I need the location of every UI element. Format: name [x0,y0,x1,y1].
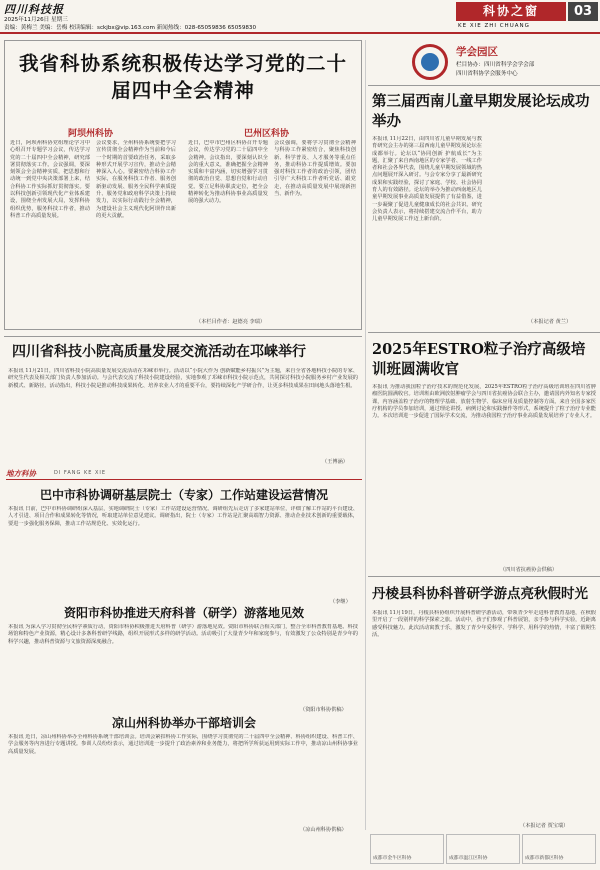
lead-col-1: 近日，阿坝州科协党组理论学习中心组召开专题学习会议，传达学习党的二十届四中全会精神，研究部署贯彻落实工作。会议强调，要深刻领会全会精神实质，把思想和行动统一到党中央决策部署上来，结合科协工作实际抓好贯彻落实。要以科技创新引领现代化产业体系建设，围绕全州发展大局，发挥科协组织优势，服务科技工作者，推动科普工作高质量发展。 [10,140,90,219]
lead-title: 我省科协系统积极传达学习党的二十届四中全会精神 [18,52,347,102]
story-r2-note: （四川省抗癌协会供稿） [500,567,558,573]
byline-right: 巴州区科协 [244,129,290,139]
story-r3-title: 丹棱县科协科普研学游点亮秋假时光 [372,586,588,602]
editor-line: 责编：黄梅兰 美编：岳梅 校读编辑：sckjbx@vip.163.com 新闻热线：028-65059836 65059830 [4,25,257,31]
local-section-pinyin: DI FANG KE XIE [54,470,107,476]
bottom-strip-2 [446,834,520,864]
bottom-strip-1-text: 成都市金牛区科协 [373,856,412,861]
bottom-strip-1 [370,834,444,864]
masthead [0,0,600,34]
story-mid-note: （王博涵） [322,459,348,465]
story-c2-title: 资阳市科协推进天府科普（研学）游落地见效 [63,606,304,620]
column-divider [365,40,366,830]
promo-banner [368,40,600,86]
byline-left: 阿坝州科协 [68,129,114,139]
divider-3 [368,576,600,577]
story-c3-note: （凉山州科协供稿） [300,827,347,833]
lead-col-4: 会议强调，要将学习贯彻全会精神与科协工作紧密结合，聚焦科技创新、科学普及、人才服务等重点任务，推动科协工作提质增效。要加强对科技工作者的政治引领，团结引导广大科技工作者听党话、跟党走，在推动高质量发展中展现新担当、新作为。 [274,140,356,198]
section-pinyin: KE XIE ZHI CHUANG [458,23,530,29]
divider-1 [4,336,362,337]
local-section-bar [6,468,362,480]
bottom-strip-3-text: 成都市新都区科协 [525,856,564,861]
story-c3-body: 本报讯 近日，凉山州科协举办全州科协系统干部培训会。培训会紧扣科协工作实际，围绕学习贯彻党的二十届四中全会精神、科协组织建设、科普工作、学会服务等内容进行专题讲授。参训人员纷纷表示，通过培训进一步提升了政治素养和业务能力，将把所学所获运用到实际工作中，推动凉山州科协事业高质量发展。 [8,734,358,755]
story-r1-note: （本报记者 黄兰） [528,319,572,325]
promo-title: 学会园区 [456,46,498,58]
issue-line: 2025年11月26日 星期三 [4,17,68,23]
society-logo-icon [412,44,448,80]
bottom-strip-2-text: 成都市温江区科协 [449,856,488,861]
story-r3-body: 本报讯 11月19日，丹棱县科协组织开展科普研学游活动，带领青少年走进科普教育基地，在秋假里开启了一段别样的科学探索之旅。活动中，孩子们参观了科普展馆，亲手参与科学实验，近距离感受科技魅力。此次活动寓教于乐，激发了青少年爱科学、学科学、用科学的热情，丰富了假期生活。 [372,610,596,638]
story-c1-note: （李继） [330,599,351,605]
paper-name: 四川科技报 [4,3,64,16]
story-r1-body: 本报讯 11月22日，由四川省儿童早期发展与教育研究会主办的第三届西南儿童早期发展论坛在成都举行。论坛以“协同创新 护航成长”为主题，汇聚了来自西南地区的专家学者、一线工作者和社会各界代表，围绕儿童早期发展领域的热点问题展开深入研讨。与会专家分享了最新研究成果和实践经验，探讨了家庭、学校、社会协同育人的有效路径。论坛的举办为推动西南地区儿童早期发展事业高质量发展提供了有益借鉴，进一步凝聚了促进儿童健康成长的社会共识。研究会负责人表示，将持续搭建交流合作平台，助力儿童早期发展工作迈上新台阶。 [372,136,482,223]
story-c3-title: 凉山州科协举办干部培训会 [111,716,256,730]
page-number: 03 [568,2,598,21]
story-mid-body: 本报讯 11月21日，四川省科技小院高质量发展交流活动在邛崃市举行。活动以“小院大作为 创新赋能乡村振兴”为主题，来自全省各地科技小院的专家、研究生代表及相关部门负责人参加活动。与会代表交流了科技小院建设经验，实地参观了邛崃市科技小院示范点，共同探讨科技小院服务乡村产业发展的新模式、新路径。活动指出，科技小院是推动科技成果转化、培养农业人才的重要平台，要持续深化产学研合作，让更多科技成果在田间地头落地生根。 [8,368,358,389]
story-r2-body: 本报讯 为推动我国粒子治疗技术的规范化发展，2025年ESTRO粒子治疗高级培训班在四川省肿瘤医院圆满收官。培训班由欧洲放射肿瘤学会与四川省抗癌协会联合主办，邀请国内外知名专家授课，内容涵盖粒子治疗的物理学基础、放射生物学、临床应用及质量控制等方面。来自全国多家医疗机构的学员参加培训，通过理论讲授、病例讨论和实践操作等形式，系统提升了粒子治疗专业能力。本次培训进一步促进了国际学术交流，为推动我国粒子治疗事业高质量发展培养了专业人才。 [372,384,596,420]
lead-story [4,40,362,330]
promo-subtitle-2: 四川省科协学会服务中心 [456,71,518,77]
local-section-label: 地方科协 [6,469,36,478]
divider-2 [368,332,600,333]
story-c2-note: （资阳市科协供稿） [300,707,347,713]
story-r1-title: 第三届西南儿童早期发展论坛成功举办 [372,93,590,130]
bottom-strip-3 [522,834,596,864]
lead-col-3: 近日，巴中市巴州区科协召开专题会议，传达学习党的二十届四中全会精神。会议指出，要深刻认识全会的重大意义，准确把握全会精神实质和丰富内涵，切实增强学习贯彻的政治自觉、思想自觉和行动自觉。要立足科协职责定位，把全会精神转化为推动科协事业高质量发展的强大动力。 [188,140,268,205]
story-r1-body-cont [488,136,596,306]
story-c2-body: 本报讯 为深入学习贯彻全民科学素质行动，资阳市科协积极推进天府科普（研学）游落地见效。资阳市科协联合相关部门，整合全市科普教育基地、科技场馆和特色产业资源，精心设计多条科普研学线路，组织开展形式多样的研学活动。活动吸引了大量青少年和家庭参与，有效激发了公众特别是青少年的科学兴趣，推动科普资源与文旅资源深度融合。 [8,624,358,645]
section-title: 科协之窗 [456,2,566,21]
section-block [456,2,600,30]
story-c1-title: 巴中市科协调研基层院士（专家）工作站建设运营情况 [39,488,328,502]
story-r2-title: 2025年ESTRO粒子治疗高级培训班圆满收官 [372,341,586,378]
promo-subtitle-1: 栏目协办：四川省科学会学会部 [456,62,535,68]
story-mid-title: 四川省科技小院高质量发展交流活动在邛崃举行 [12,344,306,360]
lead-col-2: 会议要求，全州科协系统要把学习宣传贯彻全会精神作为当前和今后一个时期的首要政治任务，采取多种形式开展学习宣传，推动全会精神深入人心。要紧密结合科协工作实际，在服务科技工作者、服务创新驱动发展、服务全民科学素质提升、服务党和政府科学决策上持续发力，以实际行动践行全会精神，为建设社会主义现代化阿坝作出新的更大贡献。 [96,140,176,219]
story-c1-body: 本报讯 日前，巴中市科协调研组深入基层，实地调研院士（专家）工作站建设运营情况。调研组先后走访了多家建站单位，详细了解工作站的平台建设、人才引进、项目合作和成果转化等情况，听取建站单位意见建议。调研指出，院士（专家）工作站是汇聚高端智力资源、推动企业技术创新的重要载体，要进一步强化服务保障，推动工作站规范化、实效化运行。 [8,506,358,527]
lead-note: （本栏目作者：赵德亮 李瑞） [196,319,266,325]
story-r3-note: （本报记者 贾宝瑞） [520,823,569,829]
